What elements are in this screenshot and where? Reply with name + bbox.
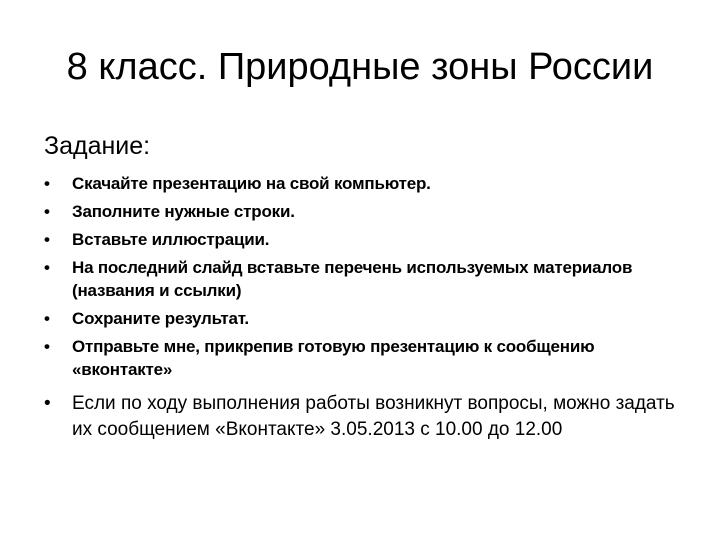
bullet-icon: •: [44, 174, 50, 193]
task-item: [44, 307, 694, 330]
task-text: Вставьте иллюстрации.: [72, 230, 270, 249]
task-item-note: [44, 391, 694, 443]
bullet-icon: •: [44, 258, 50, 277]
task-heading: Задание:: [44, 132, 151, 160]
task-text: Если по ходу выполнения работы возникнут вопросы, можно задать их сообщением «Вконтакте» 3.05.2013 с 10.00 до 12.00: [72, 393, 675, 440]
task-list: [44, 172, 694, 443]
bullet-icon: •: [44, 202, 50, 221]
slide-title: 8 класс. Природные зоны России: [66, 46, 654, 88]
task-text: Отправьте мне, прикрепив готовую презентацию к сообщению «вконтакте»: [72, 337, 595, 379]
bullet-icon: •: [44, 230, 50, 249]
task-item: [44, 335, 694, 381]
task-item: [44, 172, 694, 195]
task-item: [44, 256, 694, 302]
task-text: Сохраните результат.: [72, 309, 249, 328]
bullet-icon: •: [44, 393, 51, 414]
task-text: Скачайте презентацию на свой компьютер.: [72, 174, 431, 193]
task-text: На последний слайд вставьте перечень используемых материалов (названия и ссылки): [72, 258, 633, 300]
task-text: Заполните нужные строки.: [72, 202, 295, 221]
task-item: [44, 228, 694, 251]
task-item: [44, 200, 694, 223]
bullet-icon: •: [44, 337, 50, 356]
bullet-icon: •: [44, 309, 50, 328]
